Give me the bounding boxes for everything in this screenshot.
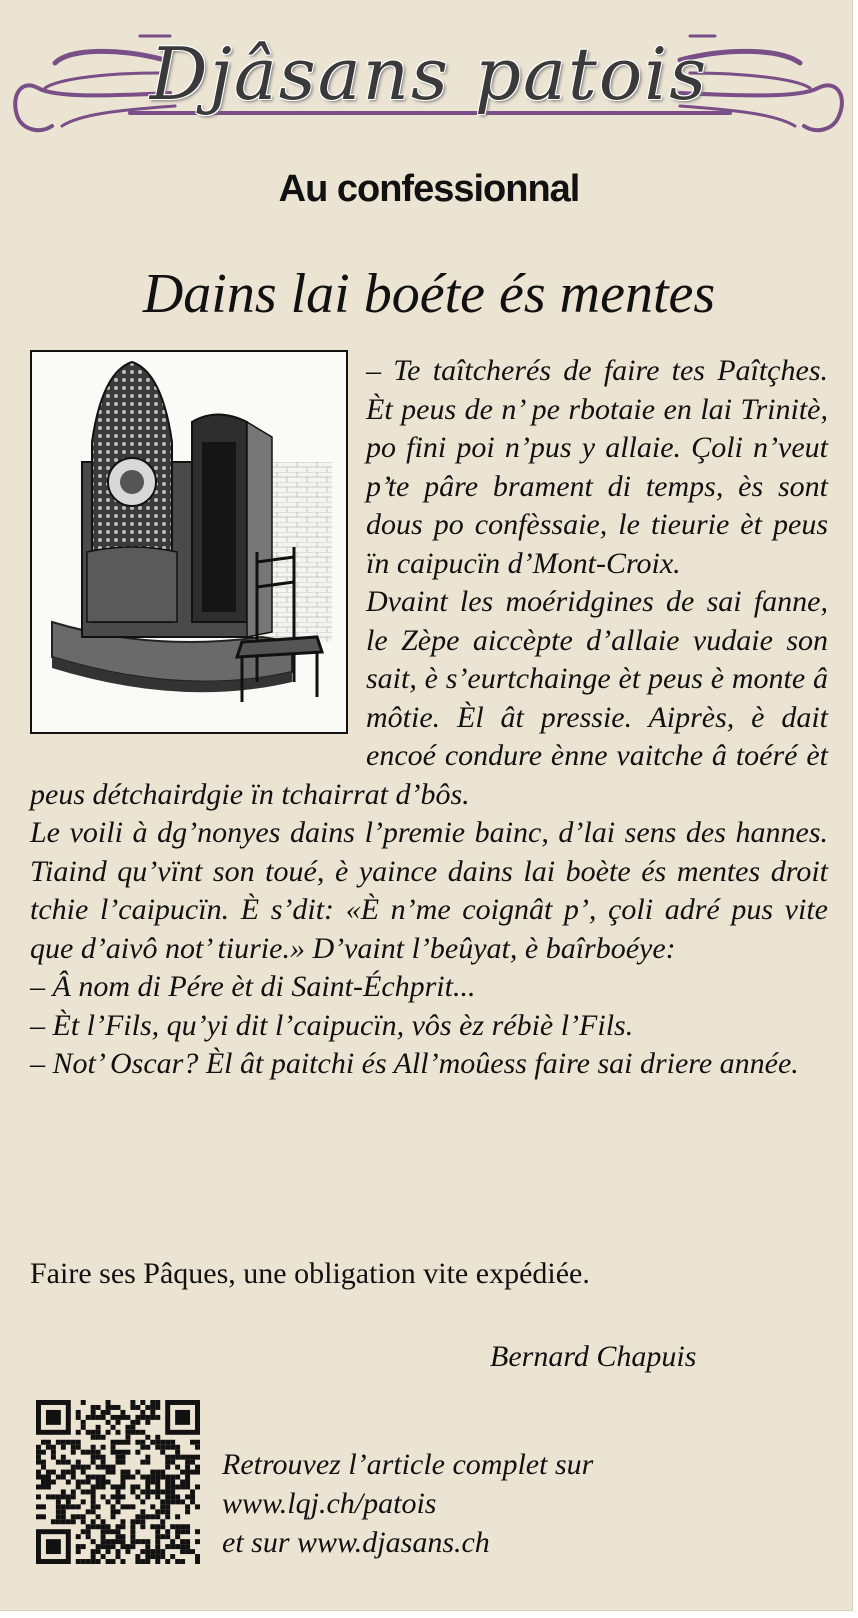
article-headline: Dains lai boéte és mentes xyxy=(142,263,716,325)
footer-link-djasans[interactable]: et sur www.djasans.ch xyxy=(222,1526,490,1559)
section-subtitle: Au confessionnal xyxy=(278,168,580,210)
illustration-spacer xyxy=(30,352,366,764)
article-author: Bernard Chapuis xyxy=(490,1340,697,1373)
article-paragraph: Le voili à dg’nonyes dains l’premie bainc, d’lai sens des hannes. Tiaind qu’vïnt son toué, è yaince dains lai boète és mentes droit tchie l’caipucïn. È s’dit: «È n’me coignât p’, çoli adré pus vite que d’aivô not’ tiurie.» D’vaint l’beûyat, è baîrboéye: xyxy=(30,816,828,965)
footer-links xyxy=(222,1445,742,1562)
banner-title: Djâsans patois xyxy=(149,32,709,116)
article-conclusion: Faire ses Pâques, une obligation vite expédiée. xyxy=(30,1257,590,1290)
article-paragraph: – Te taîtcherés de faire tes Paîtçhes. Èt peus de n’ pe rbotaie en lai Trinitè, po fini poi n’pus y allaie. Çoli n’veut p’te pâre brament di temps, ès sont dous po confèssaie, le tieurie èt peus ïn caipucïn d’Mont-Croix. xyxy=(366,354,828,580)
article-paragraph: Dvaint les moéridgines de sai fanne, le Zèpe aiccèpte d’allaie vudaie son sait, è s’eurtchainge èt peus è monte â môtie. Èl ât pressie. Aiprès, è dait encoé condure ènne vaitche â toéré èt peus détchairdgie ïn tchairrat d’bôs. xyxy=(30,585,828,811)
qr-code-icon[interactable] xyxy=(36,1400,200,1564)
banner xyxy=(0,18,853,158)
article-paragraph: – Not’ Oscar? Èl ât paitchi és All’moûess faire sai driere année. xyxy=(30,1047,799,1080)
qr-code-graphic xyxy=(36,1400,200,1564)
footer-link-lqj[interactable]: www.lqj.ch/patois xyxy=(222,1487,437,1520)
article-body xyxy=(30,352,828,1084)
footer-line-1: Retrouvez l’article complet sur xyxy=(222,1448,594,1481)
article-paragraph: – Â nom di Pére èt di Saint-Échprit... xyxy=(30,970,476,1003)
article-paragraph: – Èt l’Fils, qu’yi dit l’caipucïn, vôs èz rébiè l’Fils. xyxy=(30,1008,634,1042)
